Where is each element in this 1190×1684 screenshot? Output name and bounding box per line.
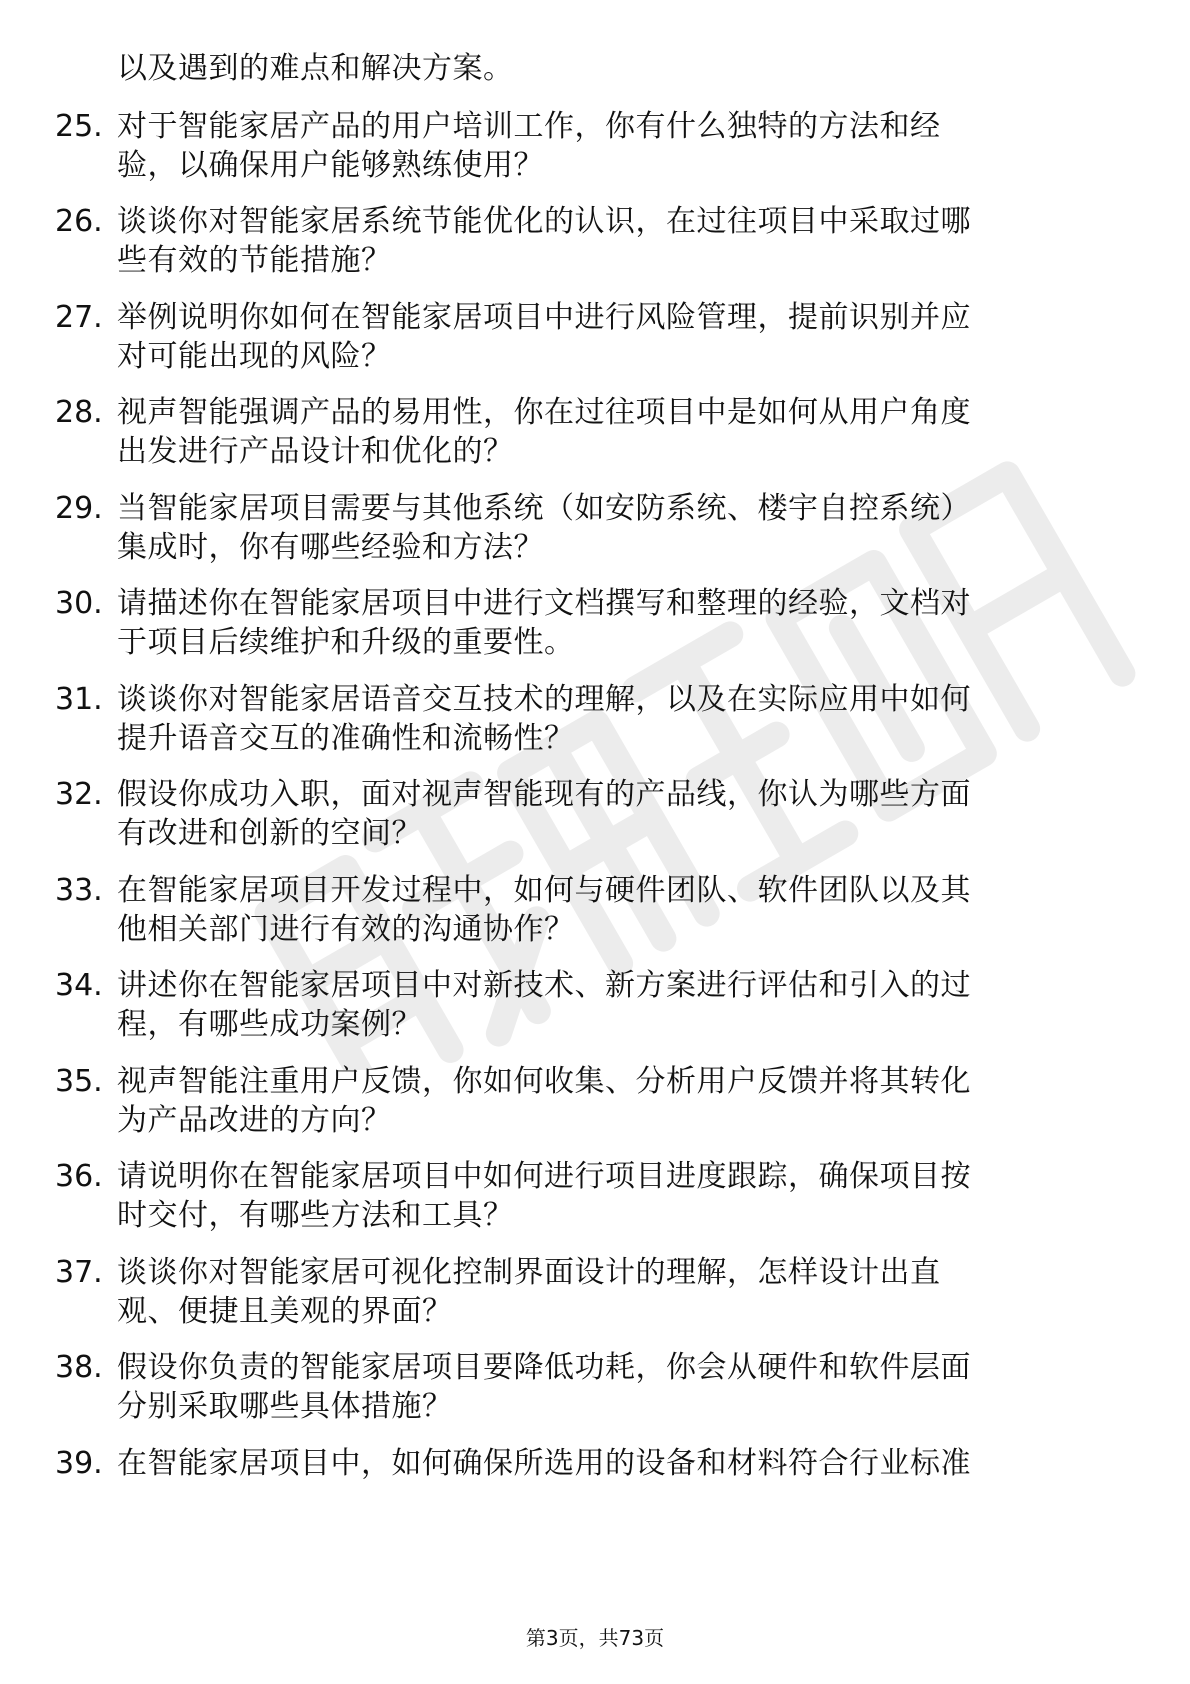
- question-text-line2: 有改进和创新的空间？: [117, 816, 422, 851]
- intro-continuation-text: 以及遇到的难点和解决方案。: [117, 51, 514, 86]
- question-text-line1: 请说明你在智能家居项目中如何进行项目进度跟踪，确保项目按: [117, 1159, 971, 1194]
- question-text-line1: 对于智能家居产品的用户培训工作，你有什么独特的方法和经: [117, 109, 941, 144]
- page-number-footer: 第3页，共73页: [525, 1626, 665, 1650]
- question-number: 29.: [55, 491, 103, 526]
- question-number: 34.: [55, 968, 103, 1003]
- question-text-line1: 讲述你在智能家居项目中对新技术、新方案进行评估和引入的过: [117, 968, 971, 1003]
- question-text-line2: 时交付，有哪些方法和工具？: [117, 1198, 514, 1233]
- question-number: 36.: [55, 1159, 103, 1194]
- question-text-line1: 谈谈你对智能家居系统节能优化的认识，在过往项目中采取过哪: [117, 204, 971, 239]
- question-number: 35.: [55, 1064, 103, 1099]
- question-text-line1: 谈谈你对智能家居可视化控制界面设计的理解，怎样设计出直: [117, 1255, 941, 1290]
- question-text-line2: 观、便捷且美观的界面？: [117, 1294, 453, 1329]
- question-text-line1: 视声智能注重用户反馈，你如何收集、分析用户反馈并将其转化: [117, 1064, 971, 1099]
- question-text-line2: 验，以确保用户能够熟练使用？: [117, 148, 544, 183]
- question-text-line1: 在智能家居项目开发过程中，如何与硬件团队、软件团队以及其: [117, 873, 971, 908]
- question-text-line1: 举例说明你如何在智能家居项目中进行风险管理，提前识别并应: [117, 300, 971, 335]
- question-number: 38.: [55, 1350, 103, 1385]
- question-number: 33.: [55, 873, 103, 908]
- question-number: 26.: [55, 204, 103, 239]
- question-text-line2: 分别采取哪些具体措施？: [117, 1389, 453, 1424]
- question-text-line2: 集成时，你有哪些经验和方法？: [117, 530, 544, 565]
- question-number: 31.: [55, 682, 103, 717]
- question-number: 27.: [55, 300, 103, 335]
- question-number: 28.: [55, 395, 103, 430]
- question-text-line1: 谈谈你对智能家居语音交互技术的理解，以及在实际应用中如何: [117, 682, 971, 717]
- question-text-line2: 对可能出现的风险？: [117, 339, 392, 374]
- question-text-line2: 提升语音交互的准确性和流畅性？: [117, 721, 575, 756]
- question-text-line2: 出发进行产品设计和优化的？: [117, 434, 514, 469]
- question-text-line1: 当智能家居项目需要与其他系统（如安防系统、楼宇自控系统）: [117, 491, 971, 526]
- question-number: 37.: [55, 1255, 103, 1290]
- question-text-line1: 在智能家居项目中，如何确保所选用的设备和材料符合行业标准: [117, 1446, 971, 1481]
- question-text-line2: 为产品改进的方向？: [117, 1103, 392, 1138]
- question-number: 32.: [55, 777, 103, 812]
- question-number: 25.: [55, 109, 103, 144]
- question-text-line2: 程，有哪些成功案例？: [117, 1007, 422, 1042]
- question-text-line1: 请描述你在智能家居项目中进行文档撰写和整理的经验，文档对: [117, 586, 971, 621]
- question-text-line1: 视声智能强调产品的易用性，你在过往项目中是如何从用户角度: [117, 395, 971, 430]
- question-number: 30.: [55, 586, 103, 621]
- question-text-line2: 于项目后续维护和升级的重要性。: [117, 625, 575, 660]
- question-text-line1: 假设你负责的智能家居项目要降低功耗，你会从硬件和软件层面: [117, 1350, 971, 1385]
- question-text-line2: 些有效的节能措施？: [117, 243, 392, 278]
- question-text-line1: 假设你成功入职，面对视声智能现有的产品线，你认为哪些方面: [117, 777, 971, 812]
- question-text-line2: 他相关部门进行有效的沟通协作？: [117, 912, 575, 947]
- question-number: 39.: [55, 1446, 103, 1481]
